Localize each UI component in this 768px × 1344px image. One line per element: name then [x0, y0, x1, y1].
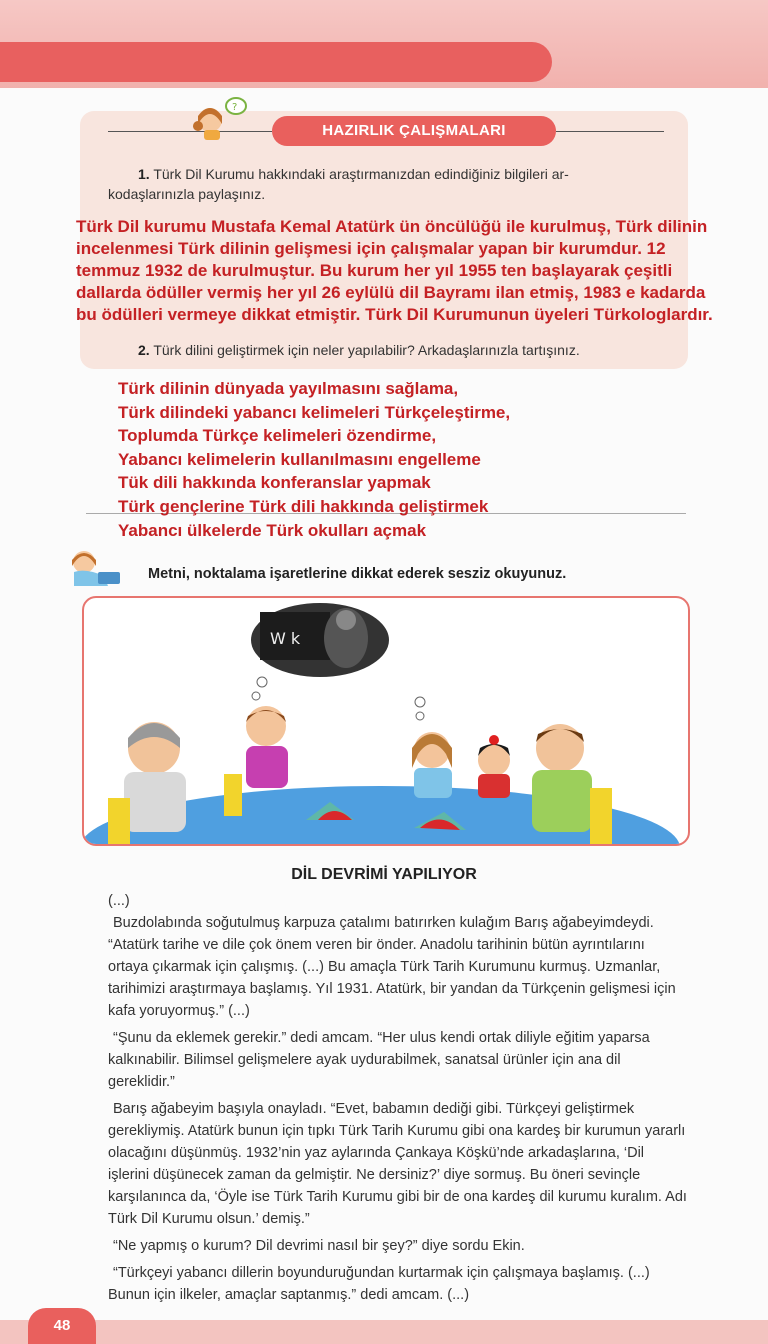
question-2-text: Türk dilini geliştirmek için neler yapılabilir? Arkadaşlarınızla tartışınız. [153, 342, 580, 358]
answer-1-line: temmuz 1932 de kurulmuştur. Bu kurum her yıl 1955 ten başlayarak çeşitli [76, 261, 673, 280]
answer-2-line: Türk dilindeki yabancı kelimeleri Türkçeleştirme, [118, 402, 511, 422]
answer-2-line: Türk gençlerine Türk dili hakkında geliştirmek [118, 496, 489, 516]
answer-1-line: bu ödülleri vermeye dikkat etmiştir. Türk Dil Kurumunun üyeleri Türkologlardır. [76, 305, 713, 324]
answer-1-line: incelenmesi Türk dilinin gelişmesi için çalışmalar yapan bir kurumdur. 12 [76, 239, 666, 258]
svg-text:?: ? [232, 102, 238, 113]
story-paragraph: “Ne yapmış o kurum? Dil devrimi nasıl bir şey?” diye sordu Ekin. [113, 1238, 525, 1254]
story-paragraph: “Şunu da eklemek gerekir.” dedi amcam. “Her ulus kendi ortak diliyle eğitim yaparsa kalkınabilir. Bilimsel gelişmelere ayak uydurabilmek, sanatsal ürünler için ana dil gereklidir.” [108, 1030, 650, 1090]
story-ellipsis: (...) [108, 893, 130, 909]
bottom-band [0, 1320, 768, 1344]
question-1-text-line1: Türk Dil Kurumu hakkındaki araştırmanızdan edindiğiniz bilgileri ar- [153, 166, 569, 182]
question-1 [138, 164, 678, 184]
question-1-number: 1. [138, 166, 150, 182]
title-rule-right [556, 131, 664, 132]
answer-2-line: Tük dili hakkında konferanslar yapmak [118, 473, 431, 493]
story-title: DİL DEVRİMİ YAPILIYOR [291, 866, 477, 883]
question-2 [138, 340, 678, 360]
family-table-illustration [84, 598, 688, 844]
top-bar [0, 42, 552, 82]
illustration-frame [82, 596, 690, 846]
girl-reading-icon [186, 96, 248, 140]
answer-1 [76, 216, 766, 326]
answer-2-line: Türk dilinin dünyada yayılmasını sağlama, [118, 379, 459, 398]
reading-instruction: Metni, noktalama işaretlerine dikkat ederek sesziz okuyunuz. [148, 566, 567, 582]
question-1-text-line2: kodaşlarınızla paylaşınız. [108, 186, 266, 202]
answer-2 [118, 377, 638, 542]
section-title: HAZIRLIK ÇALIŞMALARI [272, 116, 556, 146]
story-paragraph: Buzdolabında soğutulmuş karpuza çatalımı batırırken kulağım Barış ağabeyimdeydi. “Atatürk tarihe ve dile çok önem veren bir önder. Anadolu tarihinin bütün ayrıntılarını ortaya çıkarmak için çalışmış. (...) Bu amaçla Türk Tarih Kurumunu kurmuş. Uzmanlar, tarihimizi araştırmaya başlamış. Yıl 1931. Atatürk, bir yandan da Türkçenin gelişmesi için kafa yoruyormuş.” (...) [108, 915, 676, 1019]
story-paragraph: “Türkçeyi yabancı dillerin boyunduruğundan kurtarmak için çalışmaya başlamış. (...) Bunun için ilkeler, amaçlar saptanmış.” dedi amcam. (...) [108, 1265, 650, 1303]
reading-girl-icon [64, 546, 124, 588]
page-number: 48 [28, 1308, 96, 1344]
answer-2-line: Yabancı kelimelerin kullanılmasını engelleme [118, 449, 481, 469]
question-2-number: 2. [138, 342, 150, 358]
board-letters: W k [270, 629, 301, 648]
answer-2-line: Toplumda Türkçe kelimeleri özendirme, [118, 426, 437, 446]
story-text [108, 890, 688, 1306]
answer-1-line: dallarda ödüller vermiş her yıl 26 eylülü dil Bayramı ilan etmiş, 1983 e kadarda [76, 283, 706, 302]
story-paragraph: Barış ağabeyim başıyla onayladı. “Evet, babamın dediği gibi. Türkçeyi geliştirmek gerekliymiş. Atatürk bunun için tıpkı Türk Tarih Kurumu gibi ona kardeş bir kurumun yararlı olacağını düşünmüş. 1932’nin yaz aylarında Çankaya Köşkü’nde arkadaşlarına, ‘Dil işlerini düşünecek zaman da gelmiştir. Ne dersiniz?’ diye sormuş. Bu öneri sevinçle karşılanınca da, ‘Öyle ise Türk Tarih Kurumu gibi bir de ona kardeş dil kurumu kuralım. Adı Türk Dil Kurumu olsun.’ demiş.” [108, 1101, 687, 1227]
answer-1-line: Türk Dil kurumu Mustafa Kemal Atatürk ün öncülüğü ile kurulmuş, Türk dilinin [76, 217, 708, 236]
answer-2-line: Yabancı ülkelerde Türk okulları açmak [118, 520, 427, 540]
